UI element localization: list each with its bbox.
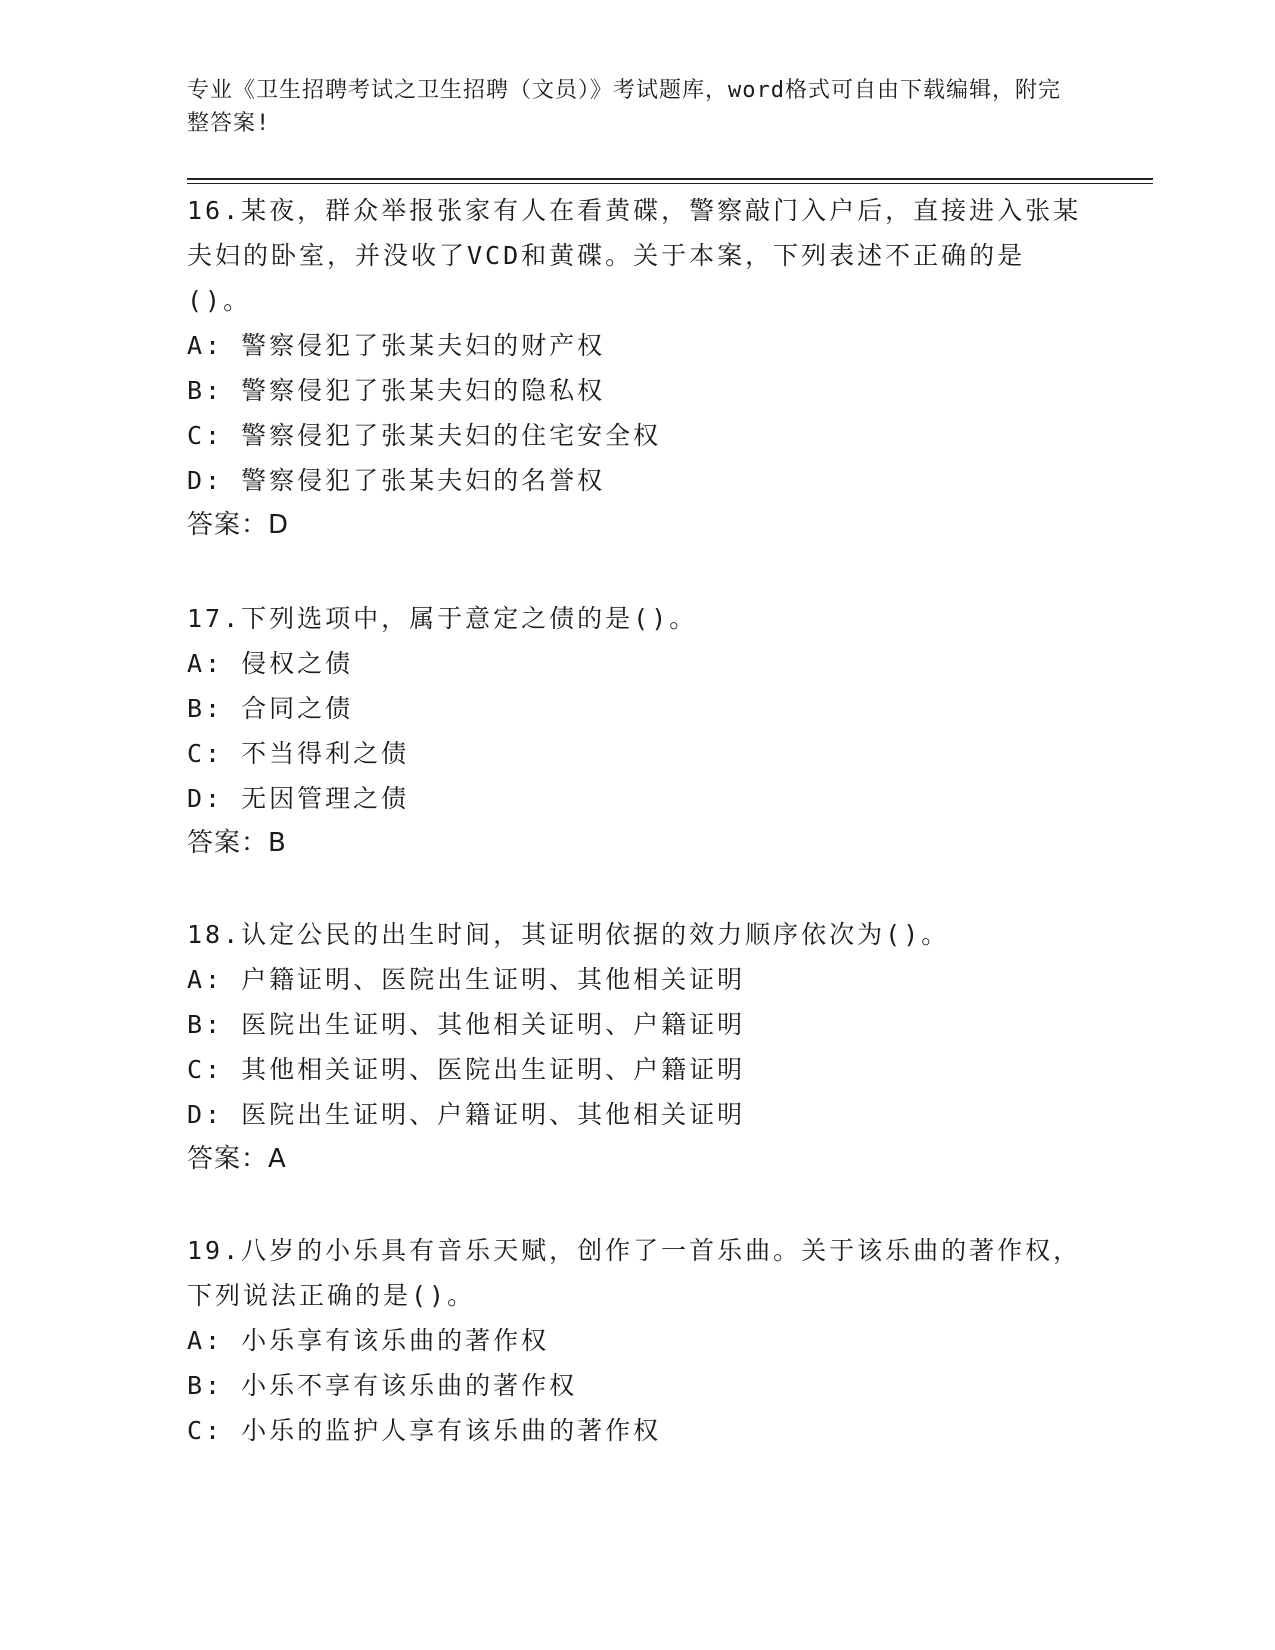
document-header: 专业《卫生招聘考试之卫生招聘（文员）》考试题库，word格式可自由下载编辑，附完整答案! — [187, 78, 1061, 136]
question-17 — [187, 596, 1087, 866]
option-d: D: 医院出生证明、户籍证明、其他相关证明 — [187, 1100, 746, 1129]
option-b: B: 警察侵犯了张某夫妇的隐私权 — [187, 376, 606, 405]
option-a: A: 侵权之债 — [187, 649, 354, 678]
option-c: C: 警察侵犯了张某夫妇的住宅安全权 — [187, 421, 662, 450]
option-list — [187, 641, 1087, 821]
answer-line: 答案：B — [187, 828, 287, 858]
option-list — [187, 1318, 1087, 1453]
question-stem: 19.八岁的小乐具有音乐天赋，创作了一首乐曲。关于该乐曲的著作权，下列说法正确的是()。 — [187, 1236, 1082, 1310]
question-18 — [187, 912, 1087, 1182]
question-stem: 18.认定公民的出生时间，其证明依据的效力顺序依次为()。 — [187, 920, 950, 949]
question-stem: 17.下列选项中，属于意定之债的是()。 — [187, 604, 698, 633]
option-c: C: 其他相关证明、医院出生证明、户籍证明 — [187, 1055, 746, 1084]
question-16 — [187, 188, 1087, 548]
option-b: B: 小乐不享有该乐曲的著作权 — [187, 1371, 578, 1400]
option-list — [187, 957, 1087, 1137]
question-stem: 16.某夜，群众举报张家有人在看黄碟，警察敲门入户后，直接进入张某夫妇的卧室，并没收了VCD和黄碟。关于本案，下列表述不正确的是()。 — [187, 196, 1082, 315]
option-c: C: 小乐的监护人享有该乐曲的著作权 — [187, 1416, 662, 1445]
answer-line: 答案：A — [187, 1144, 287, 1174]
option-b: B: 合同之债 — [187, 694, 354, 723]
option-d: D: 无因管理之债 — [187, 784, 410, 813]
option-c: C: 不当得利之债 — [187, 739, 410, 768]
option-list — [187, 323, 1087, 503]
answer-line: 答案：D — [187, 510, 290, 540]
option-a: A: 户籍证明、医院出生证明、其他相关证明 — [187, 965, 746, 994]
header-divider — [187, 178, 1153, 180]
option-a: A: 小乐享有该乐曲的著作权 — [187, 1326, 550, 1355]
header-divider-thin — [187, 183, 1153, 184]
option-d: D: 警察侵犯了张某夫妇的名誉权 — [187, 466, 606, 495]
option-a: A: 警察侵犯了张某夫妇的财产权 — [187, 331, 606, 360]
option-b: B: 医院出生证明、其他相关证明、户籍证明 — [187, 1010, 746, 1039]
question-19 — [187, 1228, 1087, 1453]
